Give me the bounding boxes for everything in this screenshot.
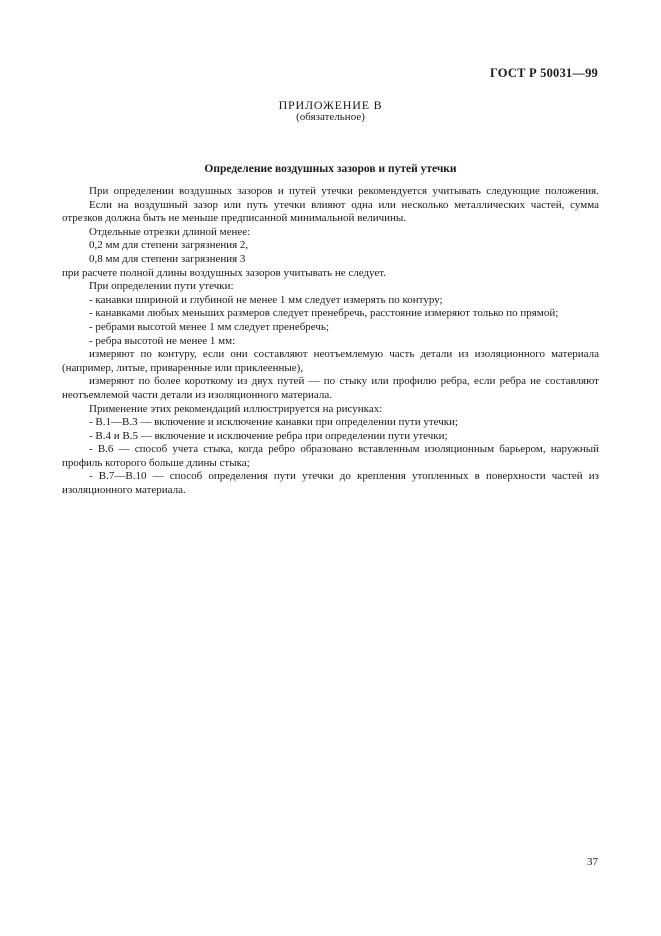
paragraph-ribs-separate: измеряют по более короткому из двух путей — по стыку или профилю ребра, если ребра не составляют неотъемлемой части детали из изоляционного материала.: [62, 375, 599, 401]
paragraph-metal-parts: Если на воздушный зазор или путь утечки влияют одна или несколько металлических частей, сумма отрезков должна быть не меньше предписанной минимальной величины.: [62, 198, 599, 225]
list-item-figure-b6: - В.6 — способ учета стыка, когда ребро образовано вставленным изоляционным барьером, наружный профиль которого больше длины стыка;: [62, 443, 599, 469]
appendix-status-note: (обязательное): [296, 111, 365, 123]
paragraph-intro: При определении воздушных зазоров и путей утечки рекомендуется учитывать следующие положения.: [89, 185, 599, 197]
body-text: [62, 185, 599, 498]
paragraph-creepage-intro: При определении пути утечки:: [89, 280, 234, 293]
page-number: 37: [587, 856, 598, 868]
list-item-grooves-small: - канавками любых меньших размеров следует пренебречь, расстояние измеряют только по прямой;: [89, 307, 559, 320]
list-item-figures-b4-b5: - В.4 и В.5 — включение и исключение ребра при определении пути утечки;: [89, 429, 448, 442]
paragraph-pollution-3: 0,8 мм для степени загрязнения 3: [89, 252, 246, 265]
list-item-figures-b1-b3: - В.1—В.3 — включение и исключение канавки при определении пути утечки;: [89, 416, 459, 429]
list-item-ribs-low: - ребрами высотой менее 1 мм следует пренебречь;: [89, 320, 330, 333]
paragraph-pollution-2: 0,2 мм для степени загрязнения 2,: [89, 239, 249, 252]
list-item-figures-b7-b10: - В.7—В.10 — способ определения пути утечки до крепления утопленных в поверхности частей из изоляционного материала.: [62, 470, 599, 497]
paragraph-total-length: при расчете полной длины воздушных зазоров учитывать не следует.: [62, 266, 387, 279]
list-item-grooves-wide: - канавки шириной и глубиной не менее 1 мм следует измерять по контуру;: [89, 293, 443, 306]
document-code: ГОСТ Р 50031—99: [489, 66, 598, 80]
list-item-ribs-high: - ребра высотой не менее 1 мм:: [89, 334, 236, 347]
paragraph-figures-intro: Применение этих рекомендаций иллюстрируется на рисунках:: [89, 402, 383, 415]
appendix-title: ПРИЛОЖЕНИЕ В: [278, 98, 383, 112]
paragraph-ribs-integral: измеряют по контуру, если они составляют неотъемлемую часть детали из изоляционного материала (например, литые, приваренные или приклеенные),: [62, 348, 599, 374]
paragraph-segments: Отдельные отрезки длиной менее:: [89, 225, 251, 238]
section-title: Определение воздушных зазоров и путей утечки: [204, 163, 457, 175]
